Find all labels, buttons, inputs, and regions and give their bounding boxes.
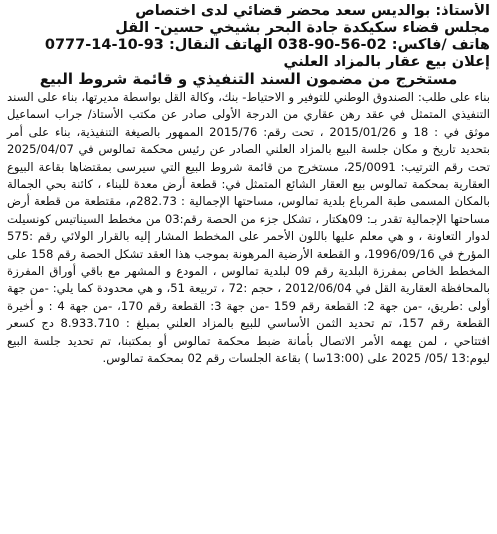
bailiff-phone: هاتف /فاكس: 02-56-90-038 الهاتف النقال: 93-10-14-0777 — [44, 37, 490, 53]
notice-header — [7, 3, 490, 88]
notice-subtitle: مستخرج من مضمون السند التنفيذي و قائمة شروط البيع — [39, 71, 458, 88]
notice-body: بناء على طلب: الصندوق الوطني للتوفير و الاحتياط- بنك، وكالة القل بواسطة مديرتها، بناء على السند التنفيذي المتمثل في عقد رهن عقاري من الدرجة الأولى صادر عن مكتب الأستاذ/ جراب اسماعيل موثق في : 18 و 2015/01/26 ، تحت رقم: 2015/76 الممهور بالصيغة التنفيذية، بناء على أمر بتحديد تاريخ و مكان جلسة البيع بالمزاد العلني الصادر عن رئيس محكمة تمالوس في 2025/04/07 تحت رقم الترتيب: 25/0091، مستخرج من قائمة شروط البيع التي سيرسى بمقتضاها بقاعة البيوع العقارية بمحكمة تمالوس بيع العقار الشائع المتمثل في: قطعة أرض معدة للبناء ، كائنة بحي الجمالة بالمكان المسمى طبة المرباع بلدية تمالوس، مساحتها الإجمالية : 282.73م، مقتطعة من قطعة أرض مساحتها الإجمالية تقدر بـ: 09هكتار ، تشكل جزء من الحصة رقم:03 من مخطط السيناتيس كونسيلت لدوار التعاونة ، و هي معلم عليها باللون الأحمر على المخطط المشار إليه بالقرار الولائي رقم :575 المؤرخ في 1996/09/16، و القطعة الأرضية المرهونة بموجب هذا العقد تشكل الحصة رقم 158 على المخطط الخاص بمفرزة البلدية رقم 09 لبلدية تمالوس ، المودع و المشهر مع باقي أوراق المفرزة بالمحافظة العقارية القل في 2012/06/04 ، حجم :72 ، تربيعة 51، و هي محدودة كما يلي: -من جهة أولى :طريق، -من جهة 2: القطعة رقم 159 -من جهة 3: القطعة رقم 170، -من جهة 4 : و أخيرة القطعة رقم 157، تم تحديد الثمن الأساسي للبيع بالمزاد العلني بمبلغ : 8.933.710 دج كسعر افتتاحي ، لمن يهمه الأمر الاتصال بأمانة ضبط محكمة تمالوس أو بمكتبنا، تم تحديد جلسة البيع ليوم:13 /05/ 2025 على (13:00سا ) بقاعة الجلسات رقم 02 بمحكمة تمالوس. — [7, 90, 491, 366]
bailiff-address: مجلس قضاء سكيكدة جادة البحر بشيخي حسين- القل — [115, 20, 490, 36]
notice-title: إعلان بيع عقار بالمزاد العلني — [283, 54, 490, 70]
bailiff-name: الأستاذ: بوالديس سعد محضر قضائي لدى اختصاص — [135, 3, 490, 19]
